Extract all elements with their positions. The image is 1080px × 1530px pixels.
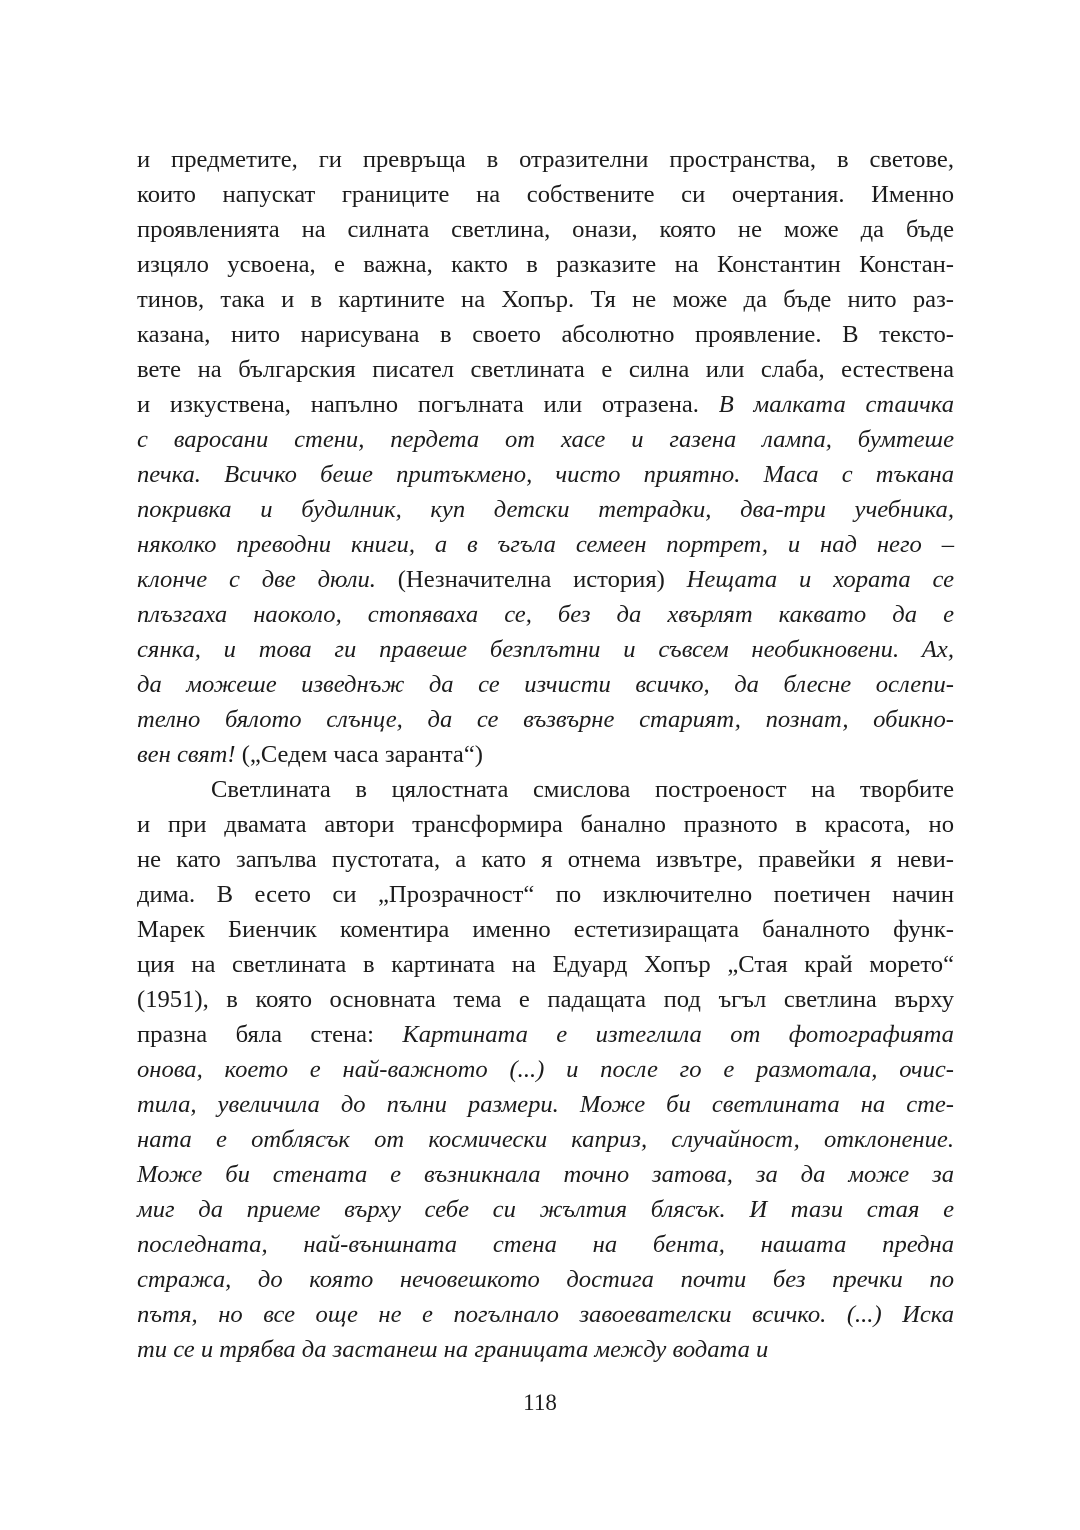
body-text-run: които напускат границите на собствените си очертания. Именно	[137, 181, 954, 208]
body-text-run: празна бяла стена:	[137, 1021, 403, 1048]
text-line	[137, 1122, 954, 1157]
quoted-text: вен свят!	[137, 741, 236, 768]
text-line	[137, 632, 954, 667]
text-line	[137, 177, 954, 212]
text-line	[137, 527, 954, 562]
body-text-run: и при двамата автори трансформира банално празното в красота, но	[137, 811, 954, 838]
text-line	[137, 247, 954, 282]
text-line	[137, 772, 954, 807]
text-line	[137, 1332, 954, 1367]
text-line	[137, 1262, 954, 1297]
body-text-run: вете на българския писател светлината е силна или слаба, естествена	[137, 356, 954, 383]
text-line	[137, 1052, 954, 1087]
quoted-text: миг да приеме върху себе си жълтия блясък. И тази стая е	[137, 1196, 954, 1223]
text-line	[137, 842, 954, 877]
text-line	[137, 702, 954, 737]
text-line	[137, 1017, 954, 1052]
text-line	[137, 212, 954, 247]
page-number: 118	[523, 1390, 557, 1415]
text-line	[137, 492, 954, 527]
quoted-text: Нещата и хората се	[686, 566, 954, 593]
text-line	[137, 947, 954, 982]
quoted-text: да можеше изведнъж да се изчисти всичко, да блесне ослепи-	[137, 671, 954, 698]
text-line	[137, 1087, 954, 1122]
text-line	[137, 1192, 954, 1227]
text-line	[137, 597, 954, 632]
text-line	[137, 912, 954, 947]
quoted-text: сянка, и това ги правеше безплътни и съвсем необикновени. Ах,	[137, 636, 954, 663]
quoted-text: клонче с две дюли.	[137, 566, 376, 593]
text-line	[137, 422, 954, 457]
body-text-run: изцяло усвоена, е важна, както в разказите на Константин Констан-	[137, 251, 954, 278]
body-text-run: дима. В есето си „Прозрачност“ по изключително поетичен начин	[137, 881, 954, 908]
quoted-text: Може би стената е възникнала точно затова, за да може за	[137, 1161, 954, 1188]
quoted-text: тила, увеличила до пълни размери. Може би светлината на сте-	[137, 1091, 954, 1118]
text-line	[137, 982, 954, 1017]
body-text-run: и изкуствена, напълно погълната или отразена.	[137, 391, 719, 418]
body-text-run: ция на светлината в картината на Едуард Хопър „Стая край морето“	[137, 951, 954, 978]
quoted-text: Картината е изтеглила от фотографията	[402, 1021, 954, 1048]
quoted-text: покривка и будилник, куп детски тетрадки, два-три учебника,	[137, 496, 954, 523]
quoted-text: печка. Всичко беше притъкмено, чисто приятно. Маса с тъкана	[137, 461, 954, 488]
text-line	[137, 667, 954, 702]
text-line	[137, 142, 954, 177]
body-text-run: Светлината в цялостната смислова построеност на творбите	[211, 776, 954, 803]
body-text-run: (Незначителна история)	[375, 566, 687, 593]
text-line	[137, 352, 954, 387]
text-line	[137, 877, 954, 912]
text-line	[137, 282, 954, 317]
text-line	[137, 1297, 954, 1332]
text-line	[137, 1157, 954, 1192]
text-line	[137, 317, 954, 352]
text-line	[137, 807, 954, 842]
quoted-text: последната, най-външната стена на бента, нашата предна	[137, 1231, 954, 1258]
body-text-run: казана, нито нарисувана в своето абсолютно проявление. В тексто-	[137, 321, 954, 348]
body-text-run: не като запълва пустотата, а като я отнема извътре, правейки я неви-	[137, 846, 954, 873]
quoted-text: ти се и трябва да застанеш на границата между водата и	[137, 1336, 769, 1363]
quoted-text: онова, което е най-важното (...) и после го е размотала, очис-	[137, 1056, 954, 1083]
body-text-run: проявленията на силната светлина, онази, която не може да бъде	[137, 216, 954, 243]
quoted-text: с варосани стени, пердета от хасе и газена лампа, бумтеше	[137, 426, 954, 453]
quoted-text: пътя, но все още не е погълнало завоевателски всичко. (...) Иска	[137, 1301, 954, 1328]
text-line	[137, 457, 954, 492]
body-text-run: („Седем часа заранта“)	[235, 741, 483, 768]
quoted-text: телно бялото слънце, да се възвърне старият, познат, обикно-	[137, 706, 954, 733]
quoted-text: ната е отблясък от космически каприз, случайност, отклонение.	[137, 1126, 954, 1153]
body-text-run: тинов, така и в картините на Хопър. Тя не може да бъде нито раз-	[137, 286, 954, 313]
quoted-text: няколко преводни книги, а в ъгъла семеен портрет, и над него –	[137, 531, 954, 558]
quoted-text: В малката стаичка	[718, 391, 954, 418]
quoted-text: стража, до която нечовешкото достига почти без пречки по	[137, 1266, 954, 1293]
body-text-run: и предметите, ги превръща в отразителни пространства, в светове,	[137, 146, 954, 173]
text-line	[137, 1227, 954, 1262]
quoted-text: плъзгаха наоколо, стопяваха се, без да хвърлят каквато да е	[137, 601, 954, 628]
body-text-run: (1951), в която основната тема е падащата под ъгъл светлина върху	[137, 986, 954, 1013]
text-line	[137, 562, 954, 597]
text-line	[137, 737, 954, 772]
body-text-run: Марек Биенчик коментира именно естетизиращата баналното функ-	[137, 916, 954, 943]
text-line	[137, 387, 954, 422]
